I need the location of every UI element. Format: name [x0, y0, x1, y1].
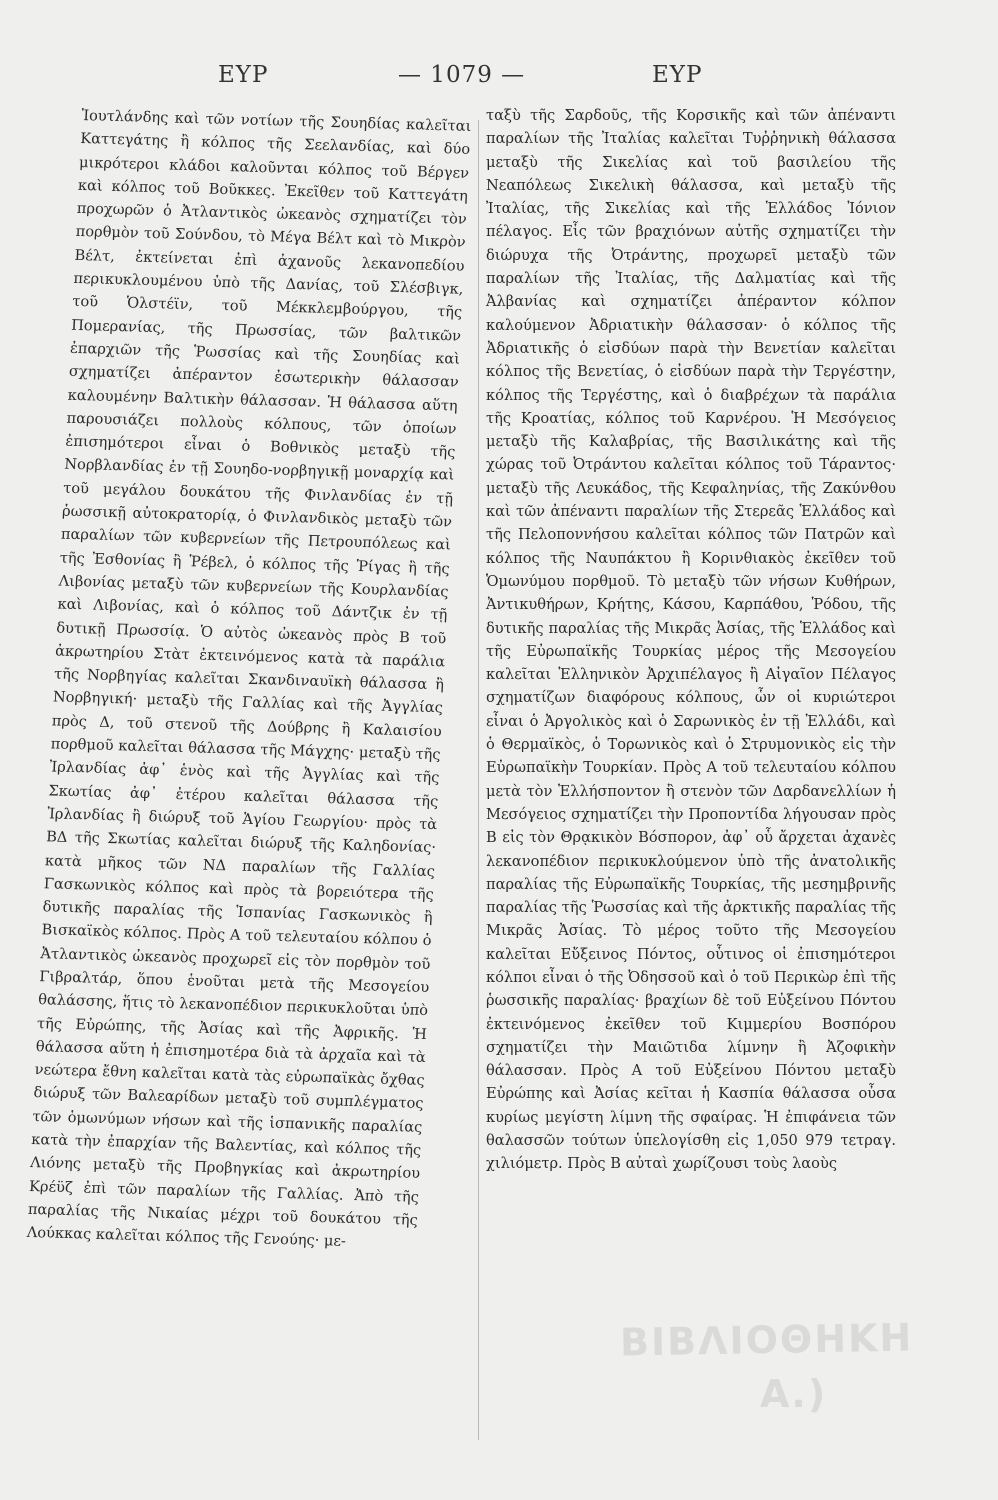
column-divider — [478, 120, 479, 1440]
left-column-text: Ἰουτλάνδης καὶ τῶν νοτίων τῆς Σουηδίας καλεῖται Καττεγάτης ἢ κόλπος τῆς Σεελανδίας, καὶ δύο μικρότεροι κλάδοι καλοῦνται κόλπος τοῦ Βέργεν καὶ κόλπος τοῦ Βοῦκκες. Ἐκεῖθεν τοῦ Καττεγάτη προχωρῶν ὁ Ἀτλαντικὸς ὠκεανὸς σχηματίζει τὸν πορθμὸν τοῦ Σούνδου, τὸ Μέγα Βέλτ καὶ τὸ Μικρὸν Βέλτ, ἐκτείνεται ἐπὶ ἀχανοῦς λεκανοπεδίου περικυκλουμένου ὑπὸ τῆς Δανίας, τοῦ Σλέσβιγκ, τοῦ Ὁλστέϊν, τοῦ Μέκκλεμβούργου, τῆς Πομερανίας, τῆς Πρωσσίας, τῶν βαλτικῶν ἐπαρχιῶν τῆς Ῥωσσίας καὶ τῆς Σουηδίας καὶ σχηματίζει ἀπέραντον ἐσωτερικὴν θάλασσαν καλουμένην Βαλτικὴν θάλασσαν. Ἡ θάλασσα αὕτη παρουσιάζει πολλοὺς κόλπους, τῶν ὁποίων ἐπισημότεροι εἶναι ὁ Βοθνικὸς μεταξὺ τῆς Νορβλανδίας ἐν τῇ Σουηδο-νορβηγικῇ μοναρχίᾳ καὶ τοῦ μεγάλου δουκάτου τῆς Φινλανδίας ἐν τῇ ῥωσσικῇ αὐτοκρατορίᾳ, ὁ Φινλανδικὸς μεταξὺ τῶν παραλίων τῶν κυβερνείων τῆς Πετρουπόλεως καὶ τῆς Ἐσθονίας ἢ Ῥέβελ, ὁ κόλπος τῆς Ῥίγας ἢ τῆς Λιβονίας μεταξὺ τῶν κυβερνείων τῆς Κουρλανδίας καὶ Λιβονίας, καὶ ὁ κόλπος τοῦ Δάντζικ ἐν τῇ δυτικῇ Πρωσσίᾳ. Ὁ αὐτὸς ὠκεανὸς πρὸς Β τοῦ ἀκρωτηρίου Στὰτ ἐκτεινόμενος κατὰ τὰ παράλια τῆς Νορβηγίας καλεῖται Σκανδιναυϊκὴ θάλασσα ἢ Νορβηγική· μεταξὺ τῆς Γαλλίας καὶ τῆς Ἀγγλίας πρὸς Δ, τοῦ στενοῦ τῆς Δούβρης ἢ Καλαισίου πορθμοῦ καλεῖται θάλασσα τῆς Μάγχης· μεταξὺ τῆς Ἰρλανδίας ἀφ᾽ ἑνὸς καὶ τῆς Ἀγγλίας καὶ τῆς Σκωτίας ἀφ᾽ ἑτέρου καλεῖται θάλασσα τῆς Ἰρλανδίας ἢ διώρυξ τοῦ Ἁγίου Γεωργίου· πρὸς τὰ ΒΔ τῆς Σκωτίας καλεῖται διώρυξ τῆς Καληδονίας· κατὰ μῆκος τῶν ΝΔ παραλίων τῆς Γαλλίας Γασκωνικὸς κόλπος καὶ πρὸς τὰ βορειότερα τῆς δυτικῆς παραλίας τῆς Ἱσπανίας Γασκωνικὸς ἢ Βισκαϊκὸς κόλπος. Πρὸς Α τοῦ τελευταίου κόλπου ὁ Ἀτλαντικὸς ὠκεανὸς προχωρεῖ εἰς τὸν πορθμὸν τοῦ Γιβραλτάρ, ὅπου ἑνοῦται μετὰ τῆς Μεσογείου θαλάσσης, ἥτις τὸ λεκανοπέδιον περικυκλοῦται ὑπὸ τῆς Εὐρώπης, τῆς Ἀσίας καὶ τῆς Ἀφρικῆς. Ἡ θάλασσα αὕτη ἡ ἐπισημοτέρα διὰ τὰ ἀρχαῖα καὶ τὰ νεώτερα ἔθνη καλεῖται κατὰ τὰς εὐρωπαϊκὰς ὄχθας διώρυξ τῶν Βαλεαρίδων μεταξὺ τοῦ συμπλέγματος τῶν ὁμωνύμων νήσων καὶ τῆς ἱσπανικῆς παραλίας κατὰ τὴν ἐπαρχίαν τῆς Βαλεντίας, καὶ κόλπος τῆς Λιόνης μεταξὺ τῆς Προβηγκίας καὶ ἀκρωτηρίου Κρέϋζ ἐπὶ τῶν παραλίων τῆς Γαλλίας. Ἀπὸ τῆς παραλίας τῆς Νικαίας μέχρι τοῦ δουκάτου τῆς Λούκκας καλεῖται κόλπος τῆς Γενούης· με- — [26, 106, 472, 1251]
library-watermark: ΒΙΒΛΙΟΘΗΚΗ — [619, 1315, 914, 1365]
page-number: — 1079 — — [398, 62, 526, 88]
right-column-text: ταξὺ τῆς Σαρδοῦς, τῆς Κορσικῆς καὶ τῶν ἀπέναντι παραλίων τῆς Ἰταλίας καλεῖται Τυῤῥηνικὴ θάλασσα μεταξὺ τῆς Σικελίας καὶ τοῦ βασιλείου τῆς Νεαπόλεως Σικελικὴ θάλασσα, καὶ μεταξὺ τῆς Ἰταλίας, τῆς Σικελίας καὶ τῆς Ἑλλάδος Ἰόνιον πέλαγος. Εἷς τῶν βραχιόνων αὐτῆς σχηματίζει τὴν διώρυχα τῆς Ὀτράντης, προχωρεῖ μεταξὺ τῶν παραλίων τῆς Ἰταλίας, τῆς Δαλματίας καὶ τῆς Ἀλβανίας καὶ σχηματίζει ἀπέραντον κόλπον καλούμενον Ἀδριατικὴν θάλασσαν· ὁ κόλπος τῆς Ἀδριατικῆς ὁ εἰσδύων παρὰ τὴν Βενετίαν καλεῖται κόλπος τῆς Βενετίας, ὁ εἰσδύων παρὰ τὴν Τεργέστην, κόλπος τῆς Τεργέστης, καὶ ὁ διαβρέχων τὰ παράλια τῆς Κροατίας, κόλπος τοῦ Καρνέρου. Ἡ Μεσόγειος μεταξὺ τῆς Καλαβρίας, τῆς Βασιλικάτης καὶ τῆς χώρας τοῦ Ὀτράντου καλεῖται κόλπος τοῦ Τάραντος· μεταξὺ τῆς Λευκάδος, τῆς Κεφαληνίας, τῆς Ζακύνθου καὶ τῶν ἀπέναντι παραλίων τῆς Στερεᾶς Ἑλλάδος καὶ τῆς Πελοποννήσου καλεῖται κόλπος τῶν Πατρῶν καὶ κόλπος τῆς Ναυπάκτου ἢ Κορινθιακὸς ἐκεῖθεν τοῦ Ὁμωνύμου πορθμοῦ. Τὸ μεταξὺ τῶν νήσων Κυθήρων, Ἀντικυθήρων, Κρήτης, Κάσου, Καρπάθου, Ῥόδου, τῆς δυτικῆς παραλίας τῆς Μικρᾶς Ἀσίας, τῆς Ἑλλάδος καὶ τῆς Εὐρωπαϊκῆς Τουρκίας μέρος τῆς Μεσογείου καλεῖται Ἑλληνικὸν Ἀρχιπέλαγος ἢ Αἰγαῖον Πέλαγος σχηματίζων διαφόρους κόλπους, ὧν οἱ κυριώτεροι εἶναι ὁ Ἀργολικὸς καὶ ὁ Σαρωνικὸς ἐν τῇ Ἑλλάδι, καὶ ὁ Θερμαϊκὸς, ὁ Τορωνικὸς καὶ ὁ Στρυμονικὸς εἰς τὴν Εὐρωπαϊκὴν Τουρκίαν. Πρὸς Α τοῦ τελευταίου κόλπου μετὰ τὸν Ἑλλήσποντον ἢ στενὸν τῶν Δαρδανελλίων ἡ Μεσόγειος σχηματίζει τὴν Προποντίδα λήγουσαν πρὸς Β εἰς τὸν Θρᾳκικὸν Βόσπορον, ἀφ᾽ οὗ ἄρχεται ἀχανὲς λεκανοπέδιον περικυκλούμενον ὑπὸ τῆς ἀνατολικῆς παραλίας τῆς Εὐρωπαϊκῆς Τουρκίας, τῆς μεσημβρινῆς παραλίας τῆς Ῥωσσίας καὶ τῆς ἀρκτικῆς παραλίας τῆς Μικρᾶς Ἀσίας. Τὸ μέρος τοῦτο τῆς Μεσογείου καλεῖται Εὔξεινος Πόντος, οὗτινος οἱ ἐπισημότεροι κόλποι εἶναι ὁ τῆς Ὀδησσοῦ καὶ ὁ τοῦ Περικὼρ ἐπὶ τῆς ῥωσσικῆς παραλίας· βραχίων δὲ τοῦ Εὐξείνου Πόντου ἐκτεινόμενος ἐκεῖθεν τοῦ Κιμμερίου Βοσπόρου σχηματίζει τὴν Μαιῶτιδα λίμνην ἢ Ἀζοφικὴν θάλασσαν. Πρὸς Α τοῦ Εὐξείνου Πόντου μεταξὺ Εὐρώπης καὶ Ἀσίας κεῖται ἡ Κασπία θάλασσα οὖσα κυρίως μεγίστη λίμνη τῆς σφαίρας. Ἡ ἐπιφάνεια τῶν θαλασσῶν τούτων ὑπελογίσθη εἰς 1,050 979 τετραγ. χιλιόμετρ. Πρὸς Β αὐταὶ χωρίζουσι τοὺς λαοὺς — [486, 107, 896, 1173]
header-right-guideword: ΕΥΡ — [652, 62, 703, 88]
left-column — [26, 104, 472, 1255]
right-column — [486, 104, 896, 1176]
running-header — [0, 62, 998, 102]
library-watermark-suffix: Α.) — [760, 1372, 828, 1416]
header-left-guideword: ΕΥΡ — [218, 62, 269, 88]
